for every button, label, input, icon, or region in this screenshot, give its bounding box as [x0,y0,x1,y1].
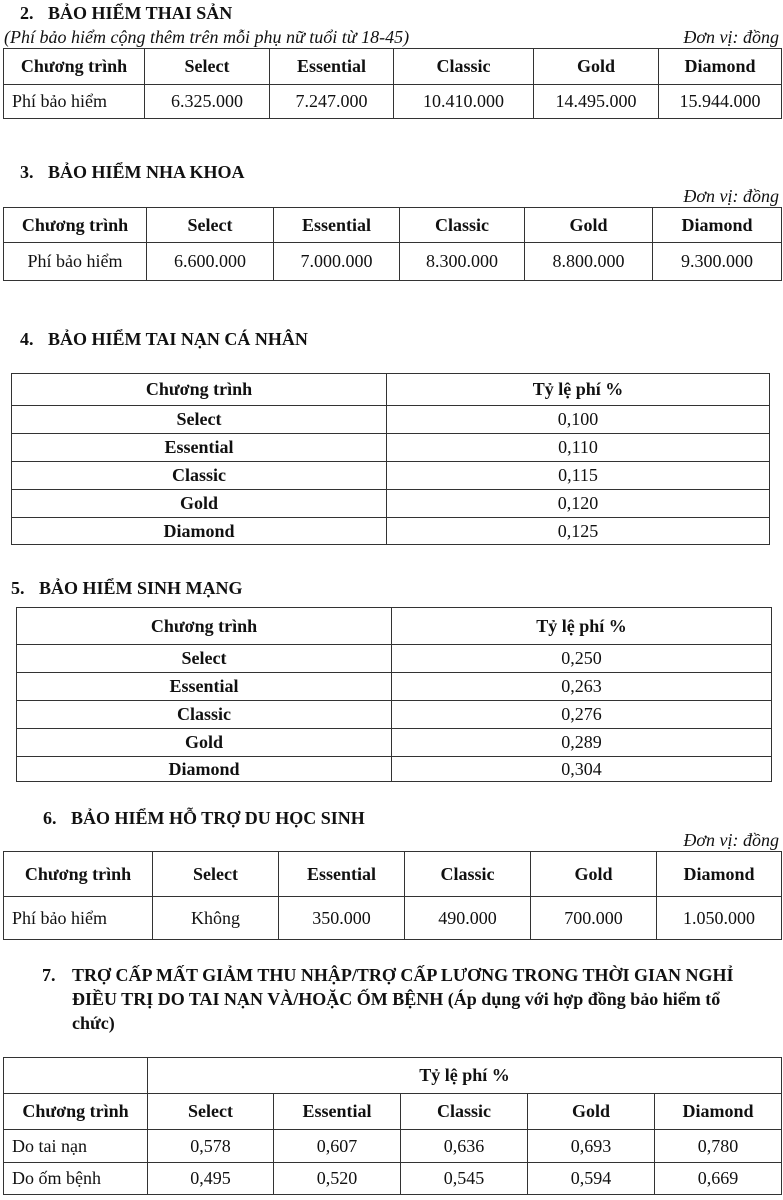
section-3-heading [20,161,245,183]
value-cell: 9.300.000 [653,243,782,281]
row-label: Do tai nạn [4,1130,148,1163]
section-number: 6. [43,808,57,828]
row-label: Do ốm bệnh [4,1163,148,1195]
section-6-heading [43,807,365,829]
value-cell: 10.410.000 [394,85,534,119]
table-group-header-row [4,1058,782,1094]
section-4-heading [20,328,308,350]
table-row [4,897,782,940]
plan-label: Select [17,645,392,673]
row-label: Phí bảo hiểm [4,897,153,940]
header-cell: Essential [270,49,394,85]
section-number: 3. [20,162,34,182]
table-header-row [4,1094,782,1130]
unit-label: Đơn vị: đồng [683,27,779,47]
header-cell: Chương trình [4,1094,148,1130]
table-row [17,673,772,701]
empty-header-cell [4,1058,148,1094]
header-cell: Select [147,208,274,243]
unit-label: Đơn vị: đồng [683,830,779,850]
header-cell: Chương trình [12,374,387,406]
plan-label: Essential [12,434,387,462]
value-cell: 14.495.000 [534,85,659,119]
header-cell: Gold [534,49,659,85]
section-7-heading [42,963,762,1035]
header-cell: Classic [405,852,531,897]
study-abroad-premium-table [3,851,782,940]
header-cell: Essential [279,852,405,897]
section-number: 4. [20,329,34,349]
header-cell: Chương trình [4,49,145,85]
section-number: 5. [11,578,25,598]
value-cell: 700.000 [531,897,657,940]
rate-cell: 0,495 [148,1163,274,1195]
rate-cell: 0,263 [392,673,772,701]
header-cell: Tỷ lệ phí % [392,608,772,645]
table-header-row [4,49,782,85]
header-cell: Diamond [657,852,782,897]
value-cell: 8.800.000 [525,243,653,281]
rate-cell: 0,100 [387,406,770,434]
plan-label: Essential [17,673,392,701]
value-cell: 7.000.000 [274,243,400,281]
rate-cell: 0,594 [528,1163,655,1195]
section-number: 2. [20,3,34,23]
header-cell: Essential [274,208,400,243]
value-cell: Không [153,897,279,940]
header-cell: Diamond [659,49,782,85]
value-cell: 6.325.000 [145,85,270,119]
rate-cell: 0,289 [392,729,772,757]
table-row [4,1163,782,1195]
row-label: Phí bảo hiểm [4,243,147,281]
header-cell: Select [153,852,279,897]
header-cell: Tỷ lệ phí % [387,374,770,406]
section-title: TRỢ CẤP MẤT GIẢM THU NHẬP/TRỢ CẤP LƯƠNG TRONG THỜI GIAN NGHỈ ĐIỀU TRỊ DO TAI NẠN VÀ/HOẶC ỐM BỆNH (Áp dụng với hợp đồng bảo hiểm tổ chức) [72,965,734,1033]
header-cell: Classic [401,1094,528,1130]
table-row [17,645,772,673]
table-row [17,701,772,729]
section-title: BẢO HIỂM TAI NẠN CÁ NHÂN [48,329,308,349]
table-row [4,243,782,281]
life-rate-table [16,607,772,782]
plan-label: Gold [17,729,392,757]
rate-cell: 0,578 [148,1130,274,1163]
header-cell: Chương trình [4,208,147,243]
plan-label: Gold [12,490,387,518]
dental-premium-table [3,207,782,281]
row-label: Phí bảo hiểm [4,85,145,119]
section-title: BẢO HIỂM NHA KHOA [48,162,245,182]
value-cell: 6.600.000 [147,243,274,281]
header-cell: Classic [400,208,525,243]
rate-cell: 0,636 [401,1130,528,1163]
table-row [4,85,782,119]
table-row [17,729,772,757]
rate-cell: 0,607 [274,1130,401,1163]
rate-cell: 0,250 [392,645,772,673]
header-cell: Gold [525,208,653,243]
header-cell: Diamond [653,208,782,243]
value-cell: 350.000 [279,897,405,940]
header-cell: Chương trình [4,852,153,897]
table-row [12,518,770,545]
rate-cell: 0,545 [401,1163,528,1195]
header-cell: Select [148,1094,274,1130]
value-cell: 7.247.000 [270,85,394,119]
section-number: 7. [42,965,56,985]
header-cell: Essential [274,1094,401,1130]
value-cell: 15.944.000 [659,85,782,119]
value-cell: 8.300.000 [400,243,525,281]
section-5-heading [11,577,243,599]
accident-rate-table [11,373,770,545]
rate-cell: 0,669 [655,1163,782,1195]
unit-label: Đơn vị: đồng [683,186,779,206]
plan-label: Classic [12,462,387,490]
header-cell: Diamond [655,1094,782,1130]
header-cell: Gold [528,1094,655,1130]
table-header-row [4,852,782,897]
plan-label: Diamond [17,757,392,782]
rate-cell: 0,110 [387,434,770,462]
rate-cell: 0,115 [387,462,770,490]
header-cell: Select [145,49,270,85]
rate-cell: 0,780 [655,1130,782,1163]
table-header-row [12,374,770,406]
table-header-row [4,208,782,243]
plan-label: Diamond [12,518,387,545]
table-row [12,490,770,518]
value-cell: 490.000 [405,897,531,940]
section-title: BẢO HIỂM HỖ TRỢ DU HỌC SINH [71,808,365,828]
table-row [17,757,772,782]
header-cell: Chương trình [17,608,392,645]
rate-cell: 0,520 [274,1163,401,1195]
income-allowance-rate-table [3,1057,782,1195]
section-2-note: (Phí bảo hiểm cộng thêm trên mỗi phụ nữ tuổi từ 18-45) [4,27,410,47]
header-cell: Classic [394,49,534,85]
table-row [12,434,770,462]
rate-cell: 0,304 [392,757,772,782]
rate-cell: 0,125 [387,518,770,545]
rate-cell: 0,276 [392,701,772,729]
table-row [12,406,770,434]
plan-label: Select [12,406,387,434]
table-row [4,1130,782,1163]
plan-label: Classic [17,701,392,729]
section-2-heading [20,2,232,24]
group-header-cell: Tỷ lệ phí % [148,1058,782,1094]
maternity-premium-table [3,48,782,119]
value-cell: 1.050.000 [657,897,782,940]
header-cell: Gold [531,852,657,897]
table-row [12,462,770,490]
table-header-row [17,608,772,645]
section-title: BẢO HIỂM THAI SẢN [48,3,233,23]
rate-cell: 0,693 [528,1130,655,1163]
rate-cell: 0,120 [387,490,770,518]
section-title: BẢO HIỂM SINH MẠNG [39,578,243,598]
